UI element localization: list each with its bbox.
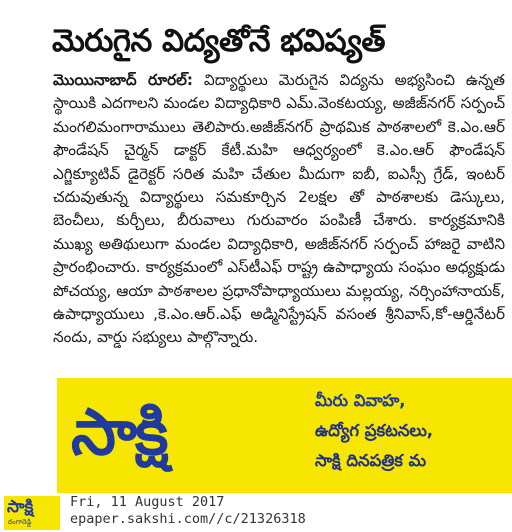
ad-line: మీరు వివాహ, — [315, 391, 406, 410]
footer-meta — [70, 494, 306, 528]
article-body — [53, 69, 505, 350]
sakshi-logo: సాక్షి — [71, 396, 167, 470]
article-headline: మెరుగైన విద్యతోనే భవిష్యత్ — [52, 23, 386, 59]
article-dateline: మొయినాబాద్ రూరల్: — [53, 71, 194, 89]
ad-text — [315, 386, 512, 476]
footer-sakshi-logo — [4, 496, 60, 530]
article-text: విద్యార్థులు మెరుగైన విద్యను అభ్యసించి ఉన్నత స్థాయికి ఎదగాలని మండల విద్యాధికారి ఎమ్.వెంకటయ్య, అజీజ్‌నగర్ సర్పంచ్ మంగలిమంగారాములు తెలిపారు.అజీజ్‌నగర్ ప్రాథమిక పాఠశాలలో కె.ఎం.ఆర్ ఫౌండేషన్ చైర్మన్ డాక్టర్ కేటీ.మహి ఆధ్వర్యంలో కె.ఎం.ఆర్ ఫౌండేషన్ ఎగ్జిక్యూటివ్ డైరెక్టర్ సరిత మహి చేతుల మీదుగా ఐబీ, ఐఎస్సీ గ్రేడ్, ఇంటర్ చదువుతున్న విద్యార్థులు సమకూర్చిన 2లక్షల తో పాఠశాలకు డెస్కులు, బెంచీలు, కుర్చీలు, బీరువాలు గురువారం పంపిణీ చేశారు. కార్యక్రమానికి ముఖ్య అతిథులుగా మండల విద్యాధికారి, అజీజ్‌నగర్ సర్పంచ్ హాజరై వాటిని ప్రారంభించారు. కార్యక్రమంలో ఎస్‌టీఎఫ్ రాష్ట్ర ఉపాధ్యాయ సంఘం అధ్యక్షుడు పోచయ్య, ఆయా పాఠశాలల ప్రధానోపాధ్యాయులు మల్లయ్య, నర్సింహానాయక్, ఉపాధ్యాయులు ,కె.ఎం.ఆర్.ఎఫ్ అడ్మినిస్ట్రేషన్ వసంత శ్రీనివాస్,కో-ఆర్డినేటర్ నందు, వార్డు సభ్యులు పాల్గొన్నారు. — [53, 71, 505, 347]
ad-logo-box — [57, 378, 307, 493]
ad-line: సాక్షి దినపత్రిక మ — [315, 451, 427, 470]
ad-line: ఉద్యోగ ప్రకటనలు, — [315, 421, 434, 440]
footer-date: Fri, 11 August 2017 — [70, 494, 225, 510]
sakshi-advertisement — [57, 378, 512, 493]
footer-brand: సాక్షి — [7, 497, 34, 517]
footer-url[interactable]: epaper.sakshi.com//c/21326318 — [70, 511, 306, 527]
footer-edition: రంగారెడ్డి — [8, 518, 32, 526]
epaper-footer — [0, 494, 512, 532]
